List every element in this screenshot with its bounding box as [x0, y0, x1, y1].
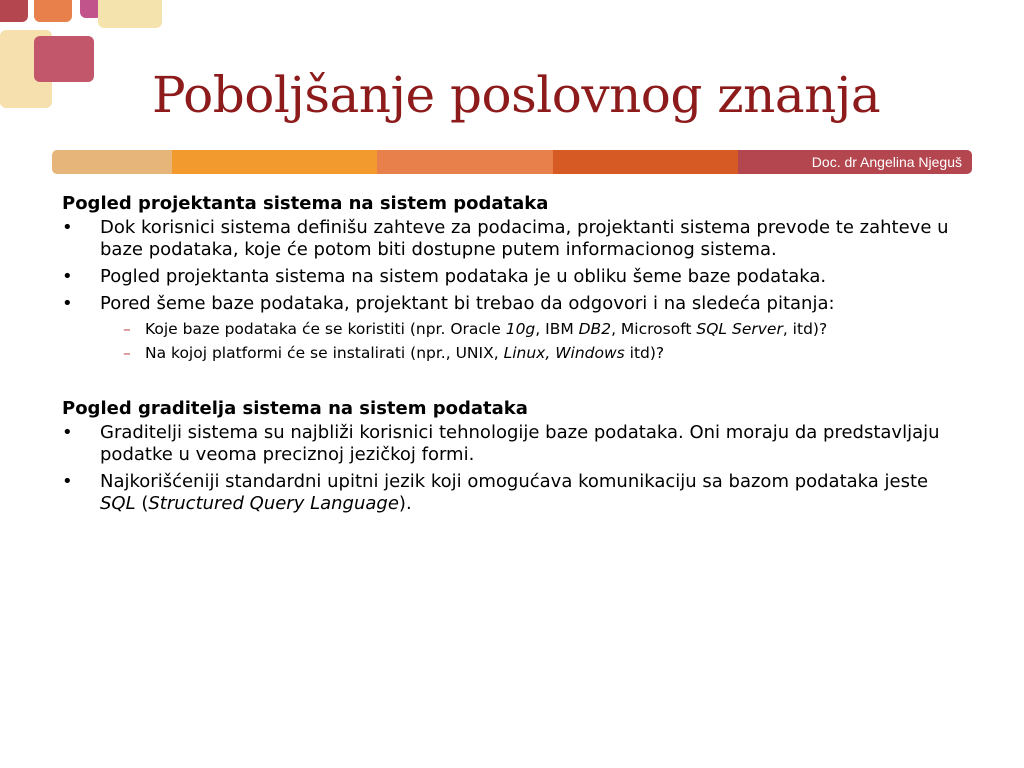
bar-segment	[377, 150, 553, 174]
slide-content	[62, 193, 962, 520]
list-item: • Dok korisnici sistema definišu zahteve za podacima, projektanti sistema prevode te zahteve u baze podataka, koje će potom biti dostupne putem informacionog sistema.	[62, 217, 962, 261]
section-heading: Pogled graditelja sistema na sistem podataka	[62, 398, 528, 419]
author-label: Doc. dr Angelina Njeguš	[811, 154, 962, 170]
sub-list	[100, 319, 962, 363]
bar-segment	[52, 150, 172, 174]
sub-list-item: – Na kojoj platformi će se instalirati (npr., UNIX, Linux, Windows itd)?	[100, 343, 962, 363]
list-item-text: Pored šeme baze podataka, projektant bi trebao da odgovori i na sledeća pitanja:	[100, 293, 835, 314]
slide-title: Poboljšanje poslovnog znanja	[152, 66, 881, 124]
list-item: • Graditelji sistema su najbliži korisnici tehnologije baze podataka. Oni moraju da predstavljaju podatke u veoma preciznoj jezičkoj formi.	[62, 422, 962, 466]
bar-segment	[172, 150, 377, 174]
bar-segment	[553, 150, 738, 174]
section-heading: Pogled projektanta sistema na sistem podataka	[62, 193, 549, 214]
list-item	[62, 293, 962, 363]
sub-list-item: – Koje baze podataka će se koristiti (npr. Oracle 10g, IBM DB2, Microsoft SQL Server, itd)?	[100, 319, 962, 339]
list-item: • Najkorišćeniji standardni upitni jezik koji omogućava komunikaciju sa bazom podataka jeste SQL (Structured Query Language).	[62, 471, 962, 515]
decor-square	[0, 0, 28, 22]
decor-square	[34, 0, 72, 22]
decor-square	[98, 0, 162, 28]
bullet-list	[62, 217, 962, 363]
decor-square	[34, 36, 94, 82]
list-item: • Pogled projektanta sistema na sistem podataka je u obliku šeme baze podataka.	[62, 266, 962, 288]
bullet-list	[62, 422, 962, 515]
